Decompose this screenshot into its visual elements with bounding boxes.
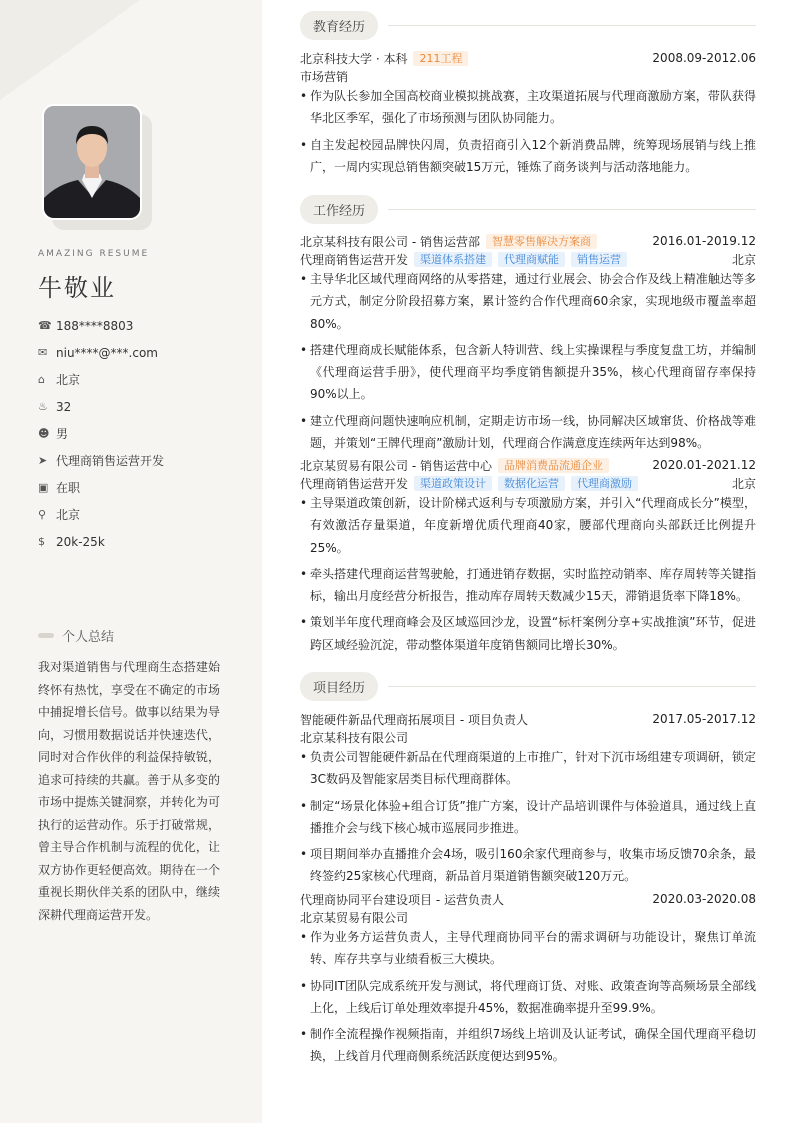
- work-section-heading: 工作经历: [300, 195, 756, 223]
- job-city: 北京: [731, 476, 756, 491]
- job-city: 北京: [731, 252, 756, 267]
- company-tag: 品牌消费品流通企业: [498, 458, 609, 473]
- info-hometown: ⌂ 北京: [38, 373, 81, 387]
- briefcase-icon: ▣: [38, 481, 49, 494]
- list-item: • 制作全流程操作视频指南，并组织7场线上培训及认证考试，确保全国代理商平稳切换，上线首月代理商侧系统活跃度便达到95%。: [300, 1023, 756, 1068]
- project-1-org: 北京某科技有限公司: [300, 730, 409, 745]
- education-date: 2008.09-2012.06: [652, 51, 756, 65]
- gender-icon: ☻: [38, 427, 50, 440]
- summary-heading: 个人总结: [38, 626, 114, 645]
- salary-icon: $: [38, 535, 45, 548]
- list-item: • 协同IT团队完成系统开发与测试，将代理商订货、对账、政策查询等高频场景全部线上化，上线后订单处理效率提升45%，数据准确率提升至99.9%。: [300, 975, 756, 1020]
- info-target-city: ⚲ 北京: [38, 508, 81, 522]
- info-salary: $ 20k-25k: [38, 534, 105, 549]
- school-tag: 211工程: [413, 51, 468, 66]
- job-1-bullets: [300, 268, 756, 458]
- project-name: 代理商协同平台建设项目 - 运营负责人: [300, 892, 504, 907]
- info-gender: ☻ 男: [38, 427, 69, 441]
- education-bullets: [300, 85, 756, 182]
- info-phone: ☎ 188****8803: [38, 318, 134, 333]
- project-date: 2017.05-2017.12: [652, 712, 756, 726]
- skill-tag: 销售运营: [571, 252, 627, 267]
- list-item: • 主导渠道政策创新，设计阶梯式返利与专项激励方案，并引入“代理商成长分”模型，有效激活存量渠道，年度新增优质代理商40家，腰部代理商向头部跃迁比例提升25%。: [300, 492, 756, 559]
- resume-tagline: AMAZING RESUME: [38, 249, 150, 259]
- info-status: ▣ 在职: [38, 481, 81, 495]
- school-name: 北京科技大学 · 本科: [300, 51, 408, 66]
- send-icon: ➤: [38, 454, 48, 467]
- education-header: [300, 50, 756, 66]
- profile-photo: [42, 104, 142, 220]
- cake-icon: ♨: [38, 400, 48, 413]
- project-2-header: [300, 891, 756, 907]
- info-age: ♨ 32: [38, 399, 72, 414]
- education-section-heading: 教育经历: [300, 11, 756, 39]
- list-item: • 作为业务方运营负责人，主导代理商协同平台的需求调研与功能设计，聚焦订单流转、库存共享与业绩看板三大模块。: [300, 926, 756, 971]
- job-1-role: [300, 251, 756, 267]
- list-item: • 策划半年度代理商峰会及区域巡回沙龙，设置“标杆案例分享+实战推演”环节，促进跨区域经验沉淀，带动整体渠道年度销售额同比增长30%。: [300, 611, 756, 656]
- corner-decoration: [0, 0, 140, 100]
- company-tag: 智慧零售解决方案商: [486, 234, 597, 249]
- mail-icon: ✉: [38, 346, 48, 359]
- job-role: 代理商销售运营开发: [300, 252, 409, 267]
- education-major: 市场营销: [300, 69, 349, 84]
- summary-heading-bar: [38, 633, 54, 638]
- list-item: • 牵头搭建代理商运营驾驶舱，打通进销存数据，实时监控动销率、库存周转等关键指标，输出月度经营分析报告，推动库存周转天数减少15天，滞销退货率下降18%。: [300, 563, 756, 608]
- job-date: 2020.01-2021.12: [652, 458, 756, 472]
- divider: [388, 686, 756, 687]
- home-icon: ⌂: [38, 373, 45, 386]
- skill-tag: 渠道政策设计: [414, 476, 492, 491]
- sidebar: [0, 0, 262, 1123]
- list-item: • 建立代理商问题快速响应机制，定期走访市场一线，协同解决区域窜货、价格战等难题，并策划“王牌代理商”激励计划，代理商合作满意度连续两年达到98%。: [300, 410, 756, 455]
- list-item: • 负责公司智能硬件新品在代理商渠道的上市推广，针对下沉市场组建专项调研，锁定3C数码及智能家居类目标代理商群体。: [300, 746, 756, 791]
- info-email: ✉ niu****@***.com: [38, 345, 158, 360]
- summary-text: 我对渠道销售与代理商生态搭建始终怀有热忱，享受在不确定的市场中捕捉增长信号。做事以结果为导向，习惯用数据说话并快速迭代，同时对合作伙伴的利益保持敏锐，追求可持续的共赢。善于从多变的市场中提炼关键洞察，并转化为可执行的运营动作。乐于打破常规，曾主导合作机制与流程的优化，让双方协作更轻便高效。期待在一个重视长期伙伴关系的团队中，继续深耕代理商运营开发。: [38, 660, 220, 922]
- job-1-header: [300, 233, 756, 249]
- contact-info: [38, 312, 248, 555]
- candidate-name: 牛敬业: [38, 274, 116, 302]
- job-company: 北京某科技有限公司 - 销售运营部: [300, 234, 480, 249]
- list-item: • 作为队长参加全国高校商业模拟挑战赛，主攻渠道拓展与代理商激励方案，带队获得华北区季军，强化了市场预测与团队协同能力。: [300, 85, 756, 130]
- project-1-bullets: [300, 746, 756, 892]
- list-item: • 自主发起校园品牌快闪周，负责招商引入12个新消费品牌，统筹现场展销与线上推广，一周内实现总销售额突破15万元，锤炼了商务谈判与活动落地能力。: [300, 134, 756, 179]
- project-2-bullets: [300, 926, 756, 1072]
- location-pin-icon: ⚲: [38, 508, 47, 521]
- skill-tag: 代理商激励: [571, 476, 638, 491]
- list-item: • 主导华北区域代理商网络的从零搭建，通过行业展会、协会合作及线上精准触达等多元方式，制定分阶段招募方案，累计签约合作代理商60余家，实现地级市覆盖率超80%。: [300, 268, 756, 335]
- projects-section-heading: 项目经历: [300, 672, 756, 700]
- project-2-org: 北京某贸易有限公司: [300, 910, 409, 925]
- avatar-portrait-icon: [44, 106, 140, 218]
- divider: [388, 25, 756, 26]
- phone-icon: ☎: [38, 319, 52, 332]
- job-company: 北京某贸易有限公司 - 销售运营中心: [300, 458, 492, 473]
- job-2-bullets: [300, 492, 756, 660]
- skill-tag: 数据化运营: [498, 476, 565, 491]
- avatar: [42, 104, 142, 220]
- job-2-header: [300, 457, 756, 473]
- info-target-job: ➤ 代理商销售运营开发: [38, 454, 165, 468]
- project-1-header: [300, 711, 756, 727]
- list-item: • 搭建代理商成长赋能体系，包含新人特训营、线上实操课程与季度复盘工坊，并编制《代理商运营手册》，使代理商平均季度销售额提升35%，核心代理商留存率保持90%以上。: [300, 339, 756, 406]
- divider: [388, 209, 756, 210]
- list-item: • 制定“场景化体验+组合订货”推广方案，设计产品培训课件与体验道具，通过线上直播推介会与线下核心城市巡展同步推进。: [300, 795, 756, 840]
- project-name: 智能硬件新品代理商拓展项目 - 项目负责人: [300, 712, 528, 727]
- skill-tag: 代理商赋能: [498, 252, 565, 267]
- list-item: • 项目期间举办直播推介会4场，吸引160余家代理商参与，收集市场反馈70余条，最终签约25家核心代理商，新品首月渠道销售额突破120万元。: [300, 843, 756, 888]
- skill-tag: 渠道体系搭建: [414, 252, 492, 267]
- job-2-role: [300, 475, 756, 491]
- job-role: 代理商销售运营开发: [300, 476, 409, 491]
- project-date: 2020.03-2020.08: [652, 892, 756, 906]
- job-date: 2016.01-2019.12: [652, 234, 756, 248]
